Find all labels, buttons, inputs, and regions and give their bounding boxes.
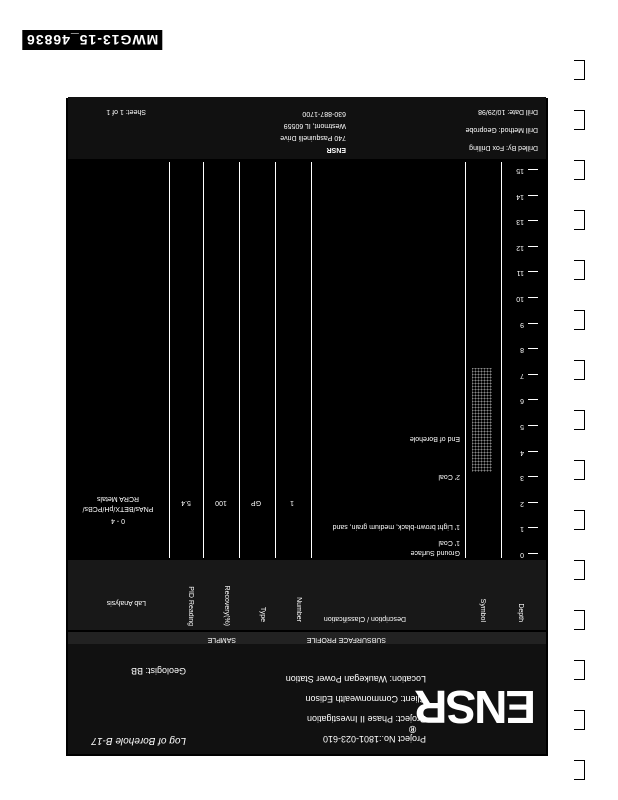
depth-tick [528,476,538,477]
margin-mark [574,260,585,280]
pid-reading: 5.4 [181,499,191,506]
divider [275,162,276,558]
depth-tick [528,169,538,170]
company-name: ENSR [326,146,346,153]
log-title: Log of Borehole B-17 [91,735,186,746]
lab-interval: 0 - 4 [111,517,126,524]
address-line-2: Westmont, IL 60559 [283,122,346,129]
divider [203,162,204,558]
pid-header: PID Reading [187,586,194,626]
divider [501,162,502,558]
borehole-log [66,98,548,756]
project-number: Project No.:1801-023-610 [322,734,426,744]
depth-tick-label: 15 [516,167,524,174]
soil-symbol-pattern [472,368,492,472]
depth-tick-label: 0 [520,551,524,558]
depth-tick-label: 10 [516,295,524,302]
log-body [68,162,546,558]
depth-tick-label: 4 [520,448,524,456]
project-name: Project: Phase II Investigation [306,714,426,724]
depth-tick-label: 2 [520,499,524,507]
margin-mark [574,360,585,380]
depth-tick-label: 11 [516,269,524,277]
margin-mark [574,460,585,480]
depth-tick-label: 13 [516,218,524,226]
margin-mark [574,210,585,230]
sample-label: SAMPLE [207,636,236,643]
depth-tick [528,451,538,452]
margin-mark [574,510,585,530]
coal-layer-1: 1' Coal [438,539,460,546]
ensr-logo: ENSR® [410,681,536,734]
column-headers [68,558,546,630]
lab-tests: PNAs/BETX/pH/PCBs/ [82,505,154,512]
depth-tick [528,553,538,554]
margin-mark [574,560,585,580]
ground-surface-label: Ground Surface [410,549,460,556]
log-footer [68,97,546,162]
depth-tick-label: 5 [520,423,524,430]
recovery-header: Recovery(%) [223,585,230,626]
depth-tick-label: 7 [520,371,524,379]
divider [239,162,240,558]
margin-mark [574,660,585,680]
depth-tick-label: 12 [516,243,524,251]
depth-tick [528,271,538,272]
margin-mark [574,760,585,780]
coal-layer-2: 2' Coal [438,473,460,480]
depth-tick [528,297,538,298]
drilled-by: Drilled By: Fox Drilling [469,144,538,151]
sample-recovery: 100 [215,499,227,506]
margin-mark [574,710,585,730]
log-header [68,641,546,754]
depth-tick-label: 14 [516,192,524,200]
margin-mark [574,610,585,630]
depth-tick [528,195,538,196]
depth-tick [528,348,538,349]
depth-tick [528,246,538,247]
subsurface-profile-label: SUBSURFACE PROFILE [306,636,386,643]
depth-tick [528,527,538,528]
depth-tick-label: 9 [520,320,524,328]
divider [465,162,466,558]
geologist: Geologist: BB [130,666,186,676]
location: Location: Waukegan Power Station [285,674,426,684]
margin-marks [568,60,608,780]
depth-tick-label: 3 [520,474,524,482]
depth-tick-label: 8 [520,346,524,354]
sheet-number: Sheet: 1 of 1 [106,108,146,115]
lab-analysis-header: Lab Analysis [106,599,146,606]
sand-layer: 1' Light brown-black, medium grain, sand [332,523,460,530]
number-header: Number [295,597,302,622]
end-of-borehole: End of Borehole [409,435,460,442]
divider [311,162,312,558]
document-stamp: MWG13-15_46836 [22,30,162,50]
type-header: Type [259,606,266,622]
divider [169,162,170,558]
depth-tick [528,374,538,375]
depth-tick [528,425,538,426]
column-group-header [68,630,546,644]
margin-mark [574,160,585,180]
depth-header: Depth [517,603,524,622]
depth-tick [528,323,538,324]
lab-tests-2: RCRA Metals [97,495,140,502]
address-line-1: 740 Pasquinelli Drive [280,134,346,141]
sample-number: 1 [290,499,294,506]
description-header: Description / Classification [323,615,406,622]
margin-mark [574,60,585,80]
symbol-header: Symbol [479,598,486,622]
margin-mark [574,110,585,130]
depth-tick [528,220,538,221]
client: Client: Commonwealth Edison [305,694,426,704]
margin-mark [574,410,585,430]
depth-tick [528,502,538,503]
drill-date: Drill Date: 10/29/98 [478,108,538,115]
depth-tick-label: 6 [520,397,524,405]
depth-tick [528,399,538,400]
sample-type: GP [250,499,262,506]
phone: 630-887-1700 [302,110,346,117]
margin-mark [574,310,585,330]
drill-method: Drill Method: Geoprobe [465,126,538,133]
depth-tick-label: 1 [520,525,524,533]
